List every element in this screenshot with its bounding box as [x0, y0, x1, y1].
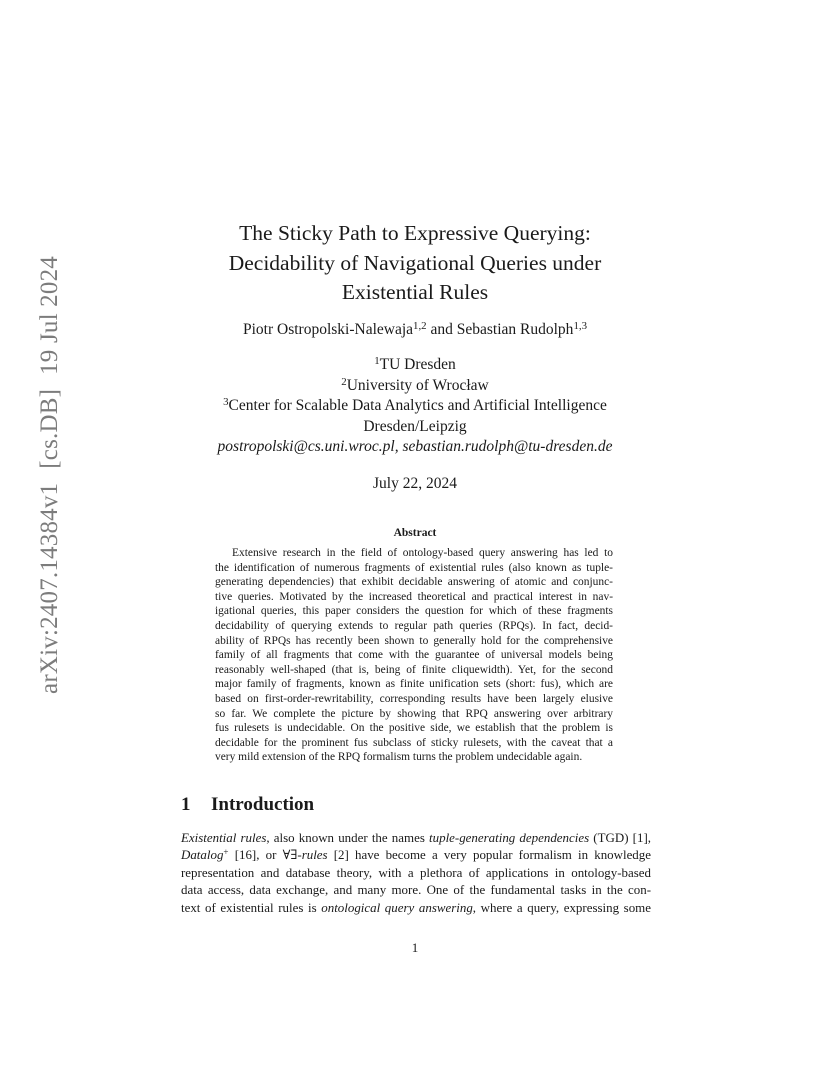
affiliation-name: University of Wrocław — [346, 376, 489, 394]
abstract-line: the identification of numerous fragments of existential rules (also known as tuple- — [215, 561, 613, 574]
abstract-line: decidability of querying extends to regular path queries (RPQs). In fact, decid- — [215, 619, 613, 632]
author-name: Sebastian Rudolph — [456, 321, 574, 338]
abstract-line: family of all fragments that come with the guarantee of universal models being — [215, 649, 613, 662]
paper-title — [160, 219, 670, 308]
intro-line — [181, 899, 651, 916]
author-affiliation-mark: 1,3 — [573, 320, 587, 333]
intro-text: [16], or — [228, 847, 283, 863]
intro-line — [181, 846, 651, 863]
abstract-line: based on first-order-rewritability, corresponding results have been largely elusive — [215, 692, 613, 705]
section-title: Introduction — [211, 794, 315, 815]
page-number: 1 — [411, 940, 419, 955]
paper-date: July 22, 2024 — [373, 475, 457, 492]
title-line: Decidability of Navigational Queries under — [228, 250, 602, 275]
title-line: Existential Rules — [341, 280, 489, 304]
intro-text: (TGD) [1], — [589, 830, 651, 845]
abstract-line: generating dependencies) that exhibit decidable answering of atomic and conjunc- — [215, 576, 613, 589]
abstract-line: fus rulesets is undecidable. On the positive side, we establish that the problem is — [215, 722, 613, 735]
intro-superscript: + — [223, 847, 229, 858]
affiliation-mark: 1 — [374, 355, 380, 368]
intro-text: text of existential rules is — [181, 899, 322, 915]
abstract-line: very mild extension of the RPQ formalism turns the problem undecidable again. — [215, 751, 583, 764]
title-line: The Sticky Path to Expressive Querying: — [239, 221, 591, 245]
affiliation-location: Dresden/Leipzig — [363, 417, 467, 435]
intro-text: , where a query, expressing some — [472, 899, 651, 915]
author-affiliation-mark: 1,2 — [413, 320, 427, 333]
intro-text: [2] have become a very popular formalism in knowledge — [327, 847, 651, 863]
abstract-line: tive queries. Motivated by the increased theoretical and practical interest in nav- — [215, 590, 613, 603]
affiliation-line — [160, 376, 670, 397]
author-emails: postropolski@cs.uni.wroc.pl, sebastian.rudolph@tu-dresden.de — [217, 438, 613, 455]
affiliation-mark: 3 — [223, 396, 229, 409]
abstract-line: so far. We complete the picture by showing that RPQ answering over arbitrary — [215, 707, 613, 720]
abstract-line: Extensive research in the field of ontology-based query answering has led to — [232, 547, 613, 559]
abstract-line: decidable for the prominent fus subclass of sticky rulesets, with the caveat that a — [215, 736, 613, 749]
intro-term: Existential rules — [181, 830, 267, 845]
arxiv-category: [cs.DB] — [36, 388, 63, 469]
intro-term: ∀∃-rules — [282, 847, 328, 863]
section-number: 1 — [181, 794, 191, 815]
abstract-line: major family of fragments, known as finite unification sets (short: fus), which are — [215, 678, 613, 691]
intro-term: Datalog — [181, 847, 224, 863]
intro-line: representation and database theory, with a plethora of applications in ontology-based — [181, 864, 651, 880]
arxiv-id: arXiv:2407.14384v1 — [36, 482, 63, 694]
affiliation-line — [160, 396, 670, 417]
affiliation-mark: 2 — [341, 375, 347, 388]
intro-term: tuple-generating dependencies — [429, 830, 590, 845]
intro-text: , also known under the names — [266, 830, 430, 845]
arxiv-date: 19 Jul 2024 — [36, 256, 63, 375]
intro-term: ontological query answering — [321, 899, 473, 915]
intro-paragraph — [181, 829, 651, 916]
intro-line — [181, 829, 651, 846]
abstract-line: ability of RPQs has recently been shown to generally hold for the comprehensive — [215, 634, 613, 647]
affiliation-line — [160, 355, 670, 376]
abstract-line: igational queries, this paper considers the question for which of these fragments — [215, 605, 613, 618]
author-conjunction: and — [426, 321, 457, 338]
section-heading — [181, 794, 314, 816]
abstract-line: reasonably well-shaped (that is, being of finite cliquewidth). Yet, for the second — [215, 663, 613, 676]
author-name: Piotr Ostropolski-Nalewaja — [243, 321, 414, 338]
arxiv-stamp — [36, 242, 64, 694]
affiliation-name: TU Dresden — [379, 356, 456, 373]
abstract-body — [215, 546, 613, 765]
affiliations — [160, 355, 670, 458]
abstract-heading: Abstract — [393, 527, 437, 539]
author-list — [160, 321, 670, 339]
affiliation-name: Center for Scalable Data Analytics and Artificial Intelligence — [228, 397, 607, 414]
intro-line: data access, data exchange, and many more. One of the fundamental tasks in the con- — [181, 882, 651, 898]
